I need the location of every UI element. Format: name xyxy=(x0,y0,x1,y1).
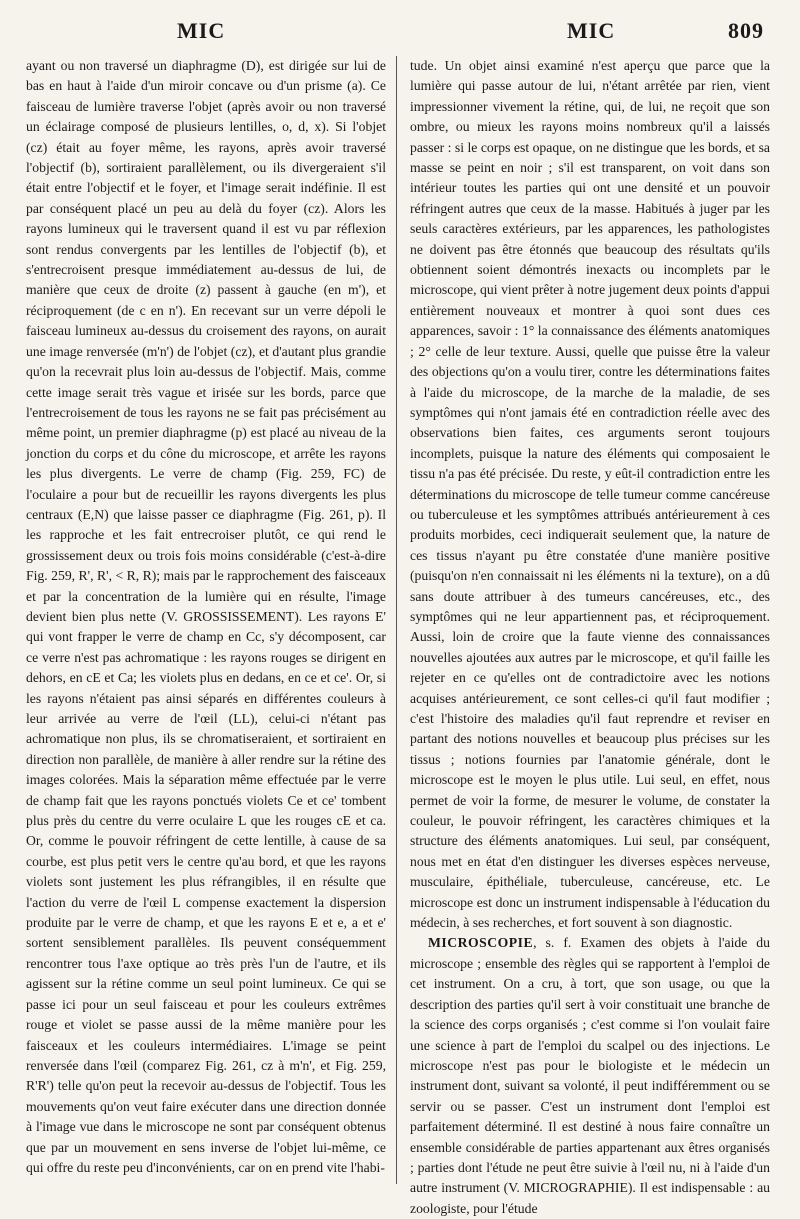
dictionary-entry xyxy=(410,933,770,1219)
header-left-word: MIC xyxy=(177,18,226,43)
entry-definition: , s. f. Examen des objets à l'aide du microscope ; ensemble des règles qui se rapportent à l'emploi de cet instrument. On a cru, à tort, que son usage, ou que la description des parties qu'il sert à voir constituait une branche de la science des corps organisés ; c'est comme si l'on voulait faire une science à part de l'emploi du scalpel ou des injections. Le microscope n'est pas pour le biologiste et le médecin un instrument dont, suivant sa volonté, il peut indifféremment ou se servir ou se passer. C'est un instrument dont l'emploi est parfaitement déterminé. Il est destiné à nous faire connaître un ensemble considérable de parties appartenant aux êtres organisés ; parties dont l'étude ne peut être suivie à l'œil nu, ni à l'aide d'un autre instrument (V. MICROGRAPHIE). Il est indispensable : au zoologiste, pour l'étude xyxy=(410,935,770,1216)
page-number: 809 xyxy=(728,18,764,43)
right-column-paragraph: tude. Un objet ainsi examiné n'est aperçu que parce que la lumière qui passe autour de lui, n'étant arrêtée par rien, vient impressionner vivement la rétine, qui, de lui, ne reçoit que son ombre, ou mieux les rayons moins nombreux qu'il a laissés passer : si le corps est opaque, on ne distingue que les bords, et sa masse se peint en noir ; s'il est transparent, on voit dans son intérieur toutes les parties qui ont une densité et un pouvoir réfringent autres que ceux de la masse. Habitués à juger par les seuls caractères extérieurs, par les apparences, les pathologistes ne doivent pas être étonnés que beaucoup des résultats qu'ils obtiennent soient démontrés inexacts ou incomplets par le microscope, qui vient prêter à notre jugement deux points d'appui entièrement nouveaux et montrer à quoi sont dues ces apparences, savoir : 1° la connaissance des éléments anatomiques ; 2° celle de leur texture. Aussi, quelle que puisse être la valeur des objections qu'on a voulu tirer, contre les déterminations faites à l'aide du microscope, de la marche de la maladie, de ses symptômes qui n'ont jamais été en contradiction réelle avec des observations bien faites, ces arguments seront toujours incomplets, puisque la nature des éléments qui composaient le tissu n'a pas été précisée. Du reste, y eût-il contradiction entre les déterminations du microscope de telle tumeur comme cancéreuse ou tuberculeuse et les symptômes attribués antérieurement à ces produits morbides, ceci indiquerait seulement que, la nature de ces tissus n'ayant pu être constatée d'une manière positive (puisqu'on n'en connaissait ni les éléments ni la texture), on a dû sans doute attribuer à des tumeurs cancéreuses, etc., des symptômes qui ne leur appartiennent pas, et réciproquement. Aussi, loin de croire que la faute vienne des connaissances nouvelles ajoutées aux autres par le microscope, et qu'il faille les rejeter en ce qu'elles ont de contradictoire avec les notions acquises antérieurement, ce sont celles-ci qu'il faut modifier ; c'est l'histoire des maladies qu'il faut reprendre et reviser en partant des notions nouvelles et beaucoup plus précises sur les tissus ; notions fournies par l'anatomie générale, dont le microscope est le moyen le plus utile. Lui seul, en effet, nous permet de voir la forme, de mesurer le volume, de constater la couleur, le pouvoir réfringent, les caractères chimiques et la structure des éléments anatomiques. Lui seul, par conséquent, nous met en état d'en distinguer les diverses espèces nerveuse, musculaire, épithéliale, tuberculeuse, cancéreuse, etc. Le microscope est donc un instrument indispensable à l'éducation du médecin, à ses recherches, et fort souvent à son diagnostic. xyxy=(410,58,770,931)
column-divider xyxy=(396,56,397,1184)
left-column xyxy=(26,56,386,1186)
running-header xyxy=(0,18,800,50)
left-column-text: ayant ou non traversé un diaphragme (D), est dirigée sur lui de bas en haut à l'aide d'un miroir concave ou d'un prisme (a). Ce faisceau de lumière traverse l'objet (après avoir ou non traversé un éclairage composé de plusieurs lentilles, o, d, x). Si l'objet (cz) était au foyer même, les rayons, après avoir traversé l'objectif (b), sortiraient parallèlement, ou ils divergeraient s'il était entre l'objectif et le foyer, et l'image serait indéfinie. Il est par conséquent placé un peu au delà du foyer (cz). Alors les rayons lumineux qui le traversent quand il est vu par réflexion sont rendus convergents par les lentilles de l'objectif (b), et s'entrecroisent presque immédiatement au-dessus de lui, de manière que ceux de droite (z) passent à gauche (en m'), et réciproquement (de c en n'). En recevant sur un verre dépoli le faisceau lumineux au-dessus du croisement des rayons, on aurait une image renversée (m'n') de l'objet (cz), et d'autant plus grandie qu'on la recevrait plus loin au-dessus de l'objectif. Mais, comme cette image serait très vague et irisée sur les bords, parce que l'entrecroisement de tous les rayons ne se fait pas précisément au même point, un premier diaphragme (p) est placé au niveau de la jonction du corps et du cône du microscope, et arrête les rayons les plus divergents. Le verre de champ (Fig. 259, FC) de l'oculaire a pour but de recueillir les rayons divergents les plus centraux (E,N) que laisse passer ce diaphragme (Fig. 261, p). Il les rapproche et les fait entrecroiser plutôt, ce qui rend le grossissement deux ou trois fois moins considérable (c'est-à-dire Fig. 259, R', R', < R, R); mais par le rapprochement des faisceaux et par la concentration de la lumière qui en résulte, l'image devient bien plus nette (V. GROSSISSEMENT). Les rayons E' qui vont frapper le verre de champ en Cc, s'y décomposent, car ce verre n'est pas achromatique : les rayons rouges se dirigent en dehors, en cE et Ca; les violets plus en dedans, en ce et ce'. Or, si les rayons n'étaient pas ainsi séparés en différentes couleurs à leur arrivée au verre de l'œil (LL), celui-ci n'étant pas achromatique non plus, ils se chromatiseraient, et sortiraient en direction non parallèle, de manière à aller rendre sur la rétine des images colorées. Mais la séparation même effectuée par le verre de champ fait que les rayons ponctués violets Ce et ce' tombent plus près du centre du verre oculaire L que les rouges cE et ca. Or, comme le pouvoir réfringent de cette lentille, à cause de sa courbe, est plus petit vers le centre qu'au bord, et que les rayons violets sont justement les plus réfrangibles, il en résulte que l'action du verre de l'œil L compense exactement la dispersion produite par le verre de champ, et que les rayons E et e, a et e' sortent sensiblement parallèles. Ils peuvent conséquemment rencontrer tous l'axe optique ao très près l'un de l'autre, et ils agissent sur la rétine comme un seul point lumineux. Ce qui se passe ici pour un seul faisceau et pour les couleurs extrêmes rouge et violet se passe aussi de la même manière pour les faisceaux et les couleurs intermédiaires. L'image se peint renversée dans l'œil (comparez Fig. 261, cz à m'n', et Fig. 259, R'R') telle qu'on peut la recevoir au-dessus de l'objectif. Tous les mouvements qu'on veut faire exécuter dans une direction donnée à l'image vue dans le microscope ne sont par conséquent obtenus que par un mouvement en sens inverse de l'objet lui-même, ce qui offre du reste peu d'inconvénients, car on en prend vite l'habi- xyxy=(26,58,386,1175)
entry-headword: MICROSCOPIE xyxy=(428,935,534,951)
right-column xyxy=(410,56,770,1216)
header-right-word: MIC xyxy=(567,18,616,43)
